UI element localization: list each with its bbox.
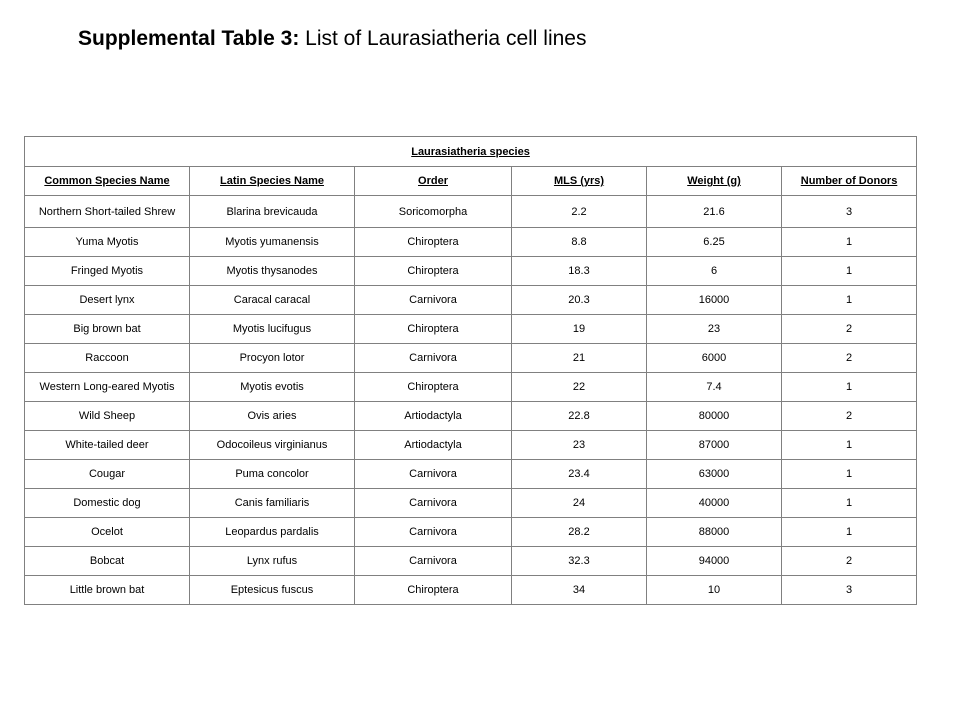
table-row <box>25 576 917 605</box>
column-header-donors: Number of Donors <box>782 167 917 196</box>
donors-cell: 1 <box>782 518 917 547</box>
column-header-row <box>25 167 917 196</box>
weight-cell: 94000 <box>647 547 782 576</box>
table-row <box>25 315 917 344</box>
donors-cell: 1 <box>782 431 917 460</box>
group-header-row <box>25 137 917 167</box>
order-cell: Chiroptera <box>355 576 512 605</box>
order-cell: Carnivora <box>355 518 512 547</box>
common-name-cell: Northern Short-tailed Shrew <box>25 196 190 228</box>
weight-cell: 16000 <box>647 286 782 315</box>
common-name-cell: Little brown bat <box>25 576 190 605</box>
table-row <box>25 460 917 489</box>
title-text: List of Laurasiatheria cell lines <box>299 27 587 50</box>
table-row <box>25 373 917 402</box>
weight-cell: 40000 <box>647 489 782 518</box>
latin-name-cell: Leopardus pardalis <box>190 518 355 547</box>
weight-cell: 6000 <box>647 344 782 373</box>
donors-cell: 3 <box>782 196 917 228</box>
common-name-cell: Ocelot <box>25 518 190 547</box>
mls-cell: 21 <box>512 344 647 373</box>
donors-cell: 1 <box>782 489 917 518</box>
weight-cell: 7.4 <box>647 373 782 402</box>
latin-name-cell: Myotis evotis <box>190 373 355 402</box>
table-body <box>25 196 917 605</box>
common-name-cell: Raccoon <box>25 344 190 373</box>
weight-cell: 6 <box>647 257 782 286</box>
table-row <box>25 431 917 460</box>
table-row <box>25 286 917 315</box>
species-table-container <box>24 136 916 605</box>
order-cell: Chiroptera <box>355 373 512 402</box>
weight-cell: 87000 <box>647 431 782 460</box>
mls-cell: 20.3 <box>512 286 647 315</box>
order-cell: Carnivora <box>355 547 512 576</box>
common-name-cell: Fringed Myotis <box>25 257 190 286</box>
order-cell: Carnivora <box>355 286 512 315</box>
table-row <box>25 489 917 518</box>
order-cell: Chiroptera <box>355 257 512 286</box>
weight-cell: 88000 <box>647 518 782 547</box>
mls-cell: 23 <box>512 431 647 460</box>
column-header-latin-name: Latin Species Name <box>190 167 355 196</box>
common-name-cell: Bobcat <box>25 547 190 576</box>
weight-cell: 21.6 <box>647 196 782 228</box>
donors-cell: 1 <box>782 257 917 286</box>
latin-name-cell: Myotis yumanensis <box>190 228 355 257</box>
order-cell: Carnivora <box>355 344 512 373</box>
column-header-order: Order <box>355 167 512 196</box>
common-name-cell: Western Long-eared Myotis <box>25 373 190 402</box>
order-cell: Artiodactyla <box>355 402 512 431</box>
weight-cell: 80000 <box>647 402 782 431</box>
latin-name-cell: Caracal caracal <box>190 286 355 315</box>
common-name-cell: Cougar <box>25 460 190 489</box>
common-name-cell: White-tailed deer <box>25 431 190 460</box>
mls-cell: 2.2 <box>512 196 647 228</box>
latin-name-cell: Eptesicus fuscus <box>190 576 355 605</box>
column-header-mls: MLS (yrs) <box>512 167 647 196</box>
mls-cell: 28.2 <box>512 518 647 547</box>
table-row <box>25 518 917 547</box>
order-cell: Carnivora <box>355 489 512 518</box>
common-name-cell: Desert lynx <box>25 286 190 315</box>
table-row <box>25 344 917 373</box>
order-cell: Chiroptera <box>355 228 512 257</box>
table-row <box>25 402 917 431</box>
latin-name-cell: Lynx rufus <box>190 547 355 576</box>
mls-cell: 18.3 <box>512 257 647 286</box>
donors-cell: 1 <box>782 286 917 315</box>
weight-cell: 63000 <box>647 460 782 489</box>
order-cell: Soricomorpha <box>355 196 512 228</box>
latin-name-cell: Canis familiaris <box>190 489 355 518</box>
mls-cell: 22.8 <box>512 402 647 431</box>
weight-cell: 10 <box>647 576 782 605</box>
latin-name-cell: Ovis aries <box>190 402 355 431</box>
mls-cell: 23.4 <box>512 460 647 489</box>
common-name-cell: Domestic dog <box>25 489 190 518</box>
table-row <box>25 196 917 228</box>
table-row <box>25 228 917 257</box>
species-table <box>24 136 917 605</box>
donors-cell: 2 <box>782 547 917 576</box>
group-header: Laurasiatheria species <box>25 137 917 167</box>
order-cell: Carnivora <box>355 460 512 489</box>
common-name-cell: Wild Sheep <box>25 402 190 431</box>
common-name-cell: Big brown bat <box>25 315 190 344</box>
latin-name-cell: Myotis thysanodes <box>190 257 355 286</box>
donors-cell: 1 <box>782 460 917 489</box>
weight-cell: 6.25 <box>647 228 782 257</box>
donors-cell: 1 <box>782 228 917 257</box>
mls-cell: 8.8 <box>512 228 647 257</box>
mls-cell: 24 <box>512 489 647 518</box>
mls-cell: 19 <box>512 315 647 344</box>
column-header-weight: Weight (g) <box>647 167 782 196</box>
donors-cell: 3 <box>782 576 917 605</box>
donors-cell: 2 <box>782 402 917 431</box>
latin-name-cell: Odocoileus virginianus <box>190 431 355 460</box>
donors-cell: 2 <box>782 344 917 373</box>
weight-cell: 23 <box>647 315 782 344</box>
mls-cell: 34 <box>512 576 647 605</box>
table-row <box>25 257 917 286</box>
latin-name-cell: Procyon lotor <box>190 344 355 373</box>
column-header-common-name: Common Species Name <box>25 167 190 196</box>
title-label: Supplemental Table 3: <box>78 27 300 50</box>
mls-cell: 22 <box>512 373 647 402</box>
donors-cell: 1 <box>782 373 917 402</box>
latin-name-cell: Blarina brevicauda <box>190 196 355 228</box>
order-cell: Artiodactyla <box>355 431 512 460</box>
page-title <box>78 24 586 54</box>
latin-name-cell: Myotis lucifugus <box>190 315 355 344</box>
table-row <box>25 547 917 576</box>
donors-cell: 2 <box>782 315 917 344</box>
mls-cell: 32.3 <box>512 547 647 576</box>
common-name-cell: Yuma Myotis <box>25 228 190 257</box>
order-cell: Chiroptera <box>355 315 512 344</box>
latin-name-cell: Puma concolor <box>190 460 355 489</box>
